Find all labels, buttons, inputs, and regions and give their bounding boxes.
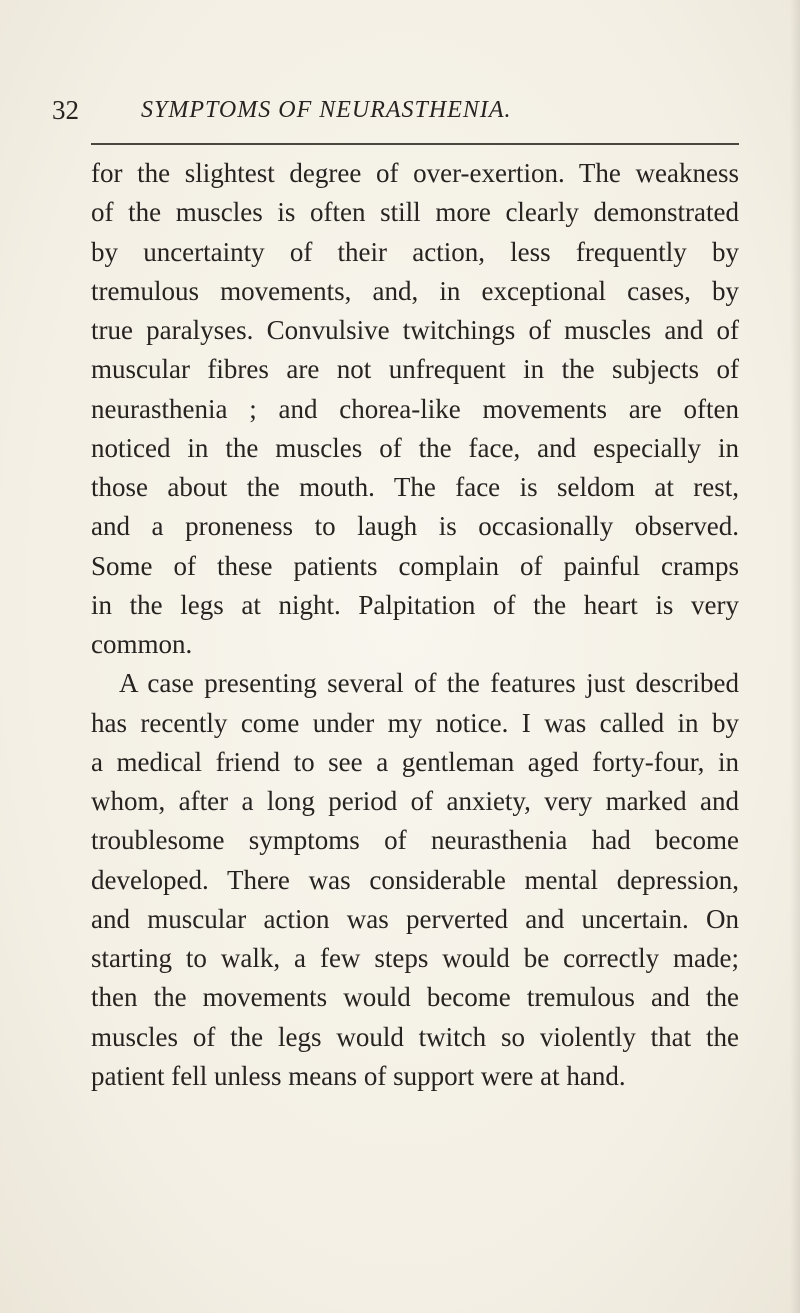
body-text	[91, 154, 739, 1096]
text-line: noticed in the muscles of the face, and especially in	[91, 432, 739, 463]
text-line: in the legs at night. Palpitation of the heart is very	[91, 589, 739, 620]
text-line: and a proneness to laugh is occasionally observed.	[91, 511, 739, 542]
page-number: 32	[52, 95, 79, 125]
text-line: neurasthenia ; and chorea-like movements are often	[91, 393, 739, 424]
text-line: those about the mouth. The face is seldom at rest,	[91, 472, 739, 502]
text-line: then the movements would become tremulous and the	[91, 982, 739, 1013]
text-line: A case presenting several of the features just described	[119, 668, 739, 699]
text-line: of the muscles is often still more clearly demonstrated	[91, 197, 739, 228]
text-line: by uncertainty of their action, less frequently by	[91, 236, 739, 267]
text-line: common.	[91, 629, 193, 659]
text-line: starting to walk, a few steps would be correctly made;	[91, 943, 739, 973]
running-title: SYMPTOMS OF NEURASTHENIA.	[141, 97, 512, 123]
text-line: a medical friend to see a gentleman aged forty-four, in	[91, 746, 739, 777]
text-line: muscles of the legs would twitch so violently that the	[91, 1021, 739, 1052]
text-line: patient fell unless means of support were at hand.	[91, 1060, 626, 1091]
text-line: developed. There was considerable mental depression,	[91, 864, 739, 895]
header-rule	[91, 143, 739, 145]
text-line: whom, after a long period of anxiety, very marked and	[91, 786, 739, 816]
text-line: muscular fibres are not unfrequent in the subjects of	[91, 354, 739, 385]
text-line: troublesome symptoms of neurasthenia had become	[91, 825, 739, 856]
text-line: and muscular action was perverted and uncertain. On	[91, 903, 739, 934]
text-line: for the slightest degree of over-exertion. The weakness	[91, 158, 739, 188]
text-line: has recently come under my notice. I was called in by	[91, 707, 739, 738]
text-line: Some of these patients complain of painful cramps	[91, 550, 739, 581]
text-line: true paralyses. Convulsive twitchings of muscles and of	[91, 315, 739, 345]
text-line: tremulous movements, and, in exceptional cases, by	[91, 275, 739, 306]
page-header	[52, 90, 752, 130]
page-edge-shadow	[790, 0, 800, 1313]
